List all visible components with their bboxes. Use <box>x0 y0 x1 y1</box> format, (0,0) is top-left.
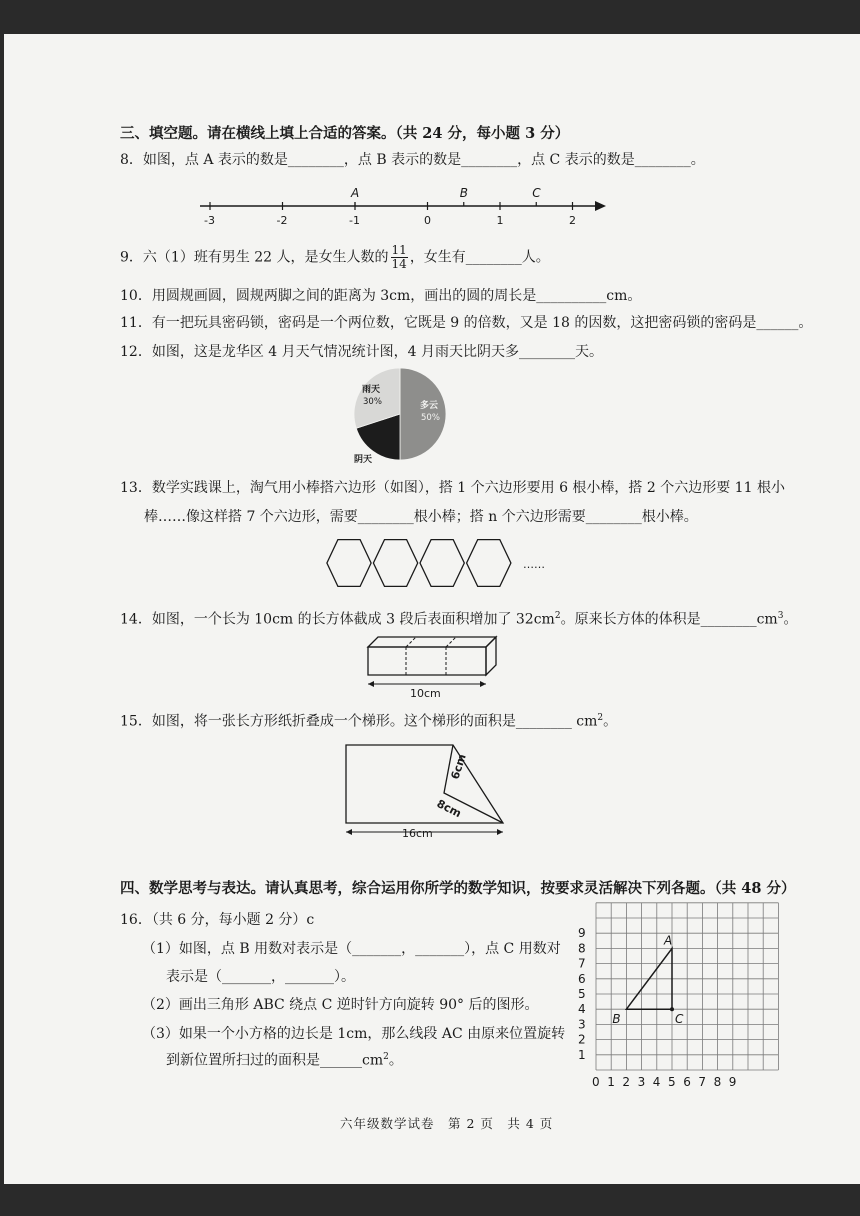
section-4-header: 四、数学思考与表达。请认真思考，综合运用你所学的数学知识，按要求灵活解决下列各题。（共 48 分） <box>120 880 796 897</box>
q16-p3-text-b: 。 <box>388 1052 403 1069</box>
fold-label-16cm: 16cm <box>402 827 433 840</box>
grid-y-label: 5 <box>578 987 586 1001</box>
grid-y-label: 1 <box>578 1047 586 1062</box>
grid-x-label: 3 <box>637 1075 646 1089</box>
number-line-tick-label: 0 <box>424 214 431 227</box>
hexagon-ellipsis: …… <box>523 558 545 571</box>
question-11-text: 11．有一把玩具密码锁，密码是一个两位数，它既是 9 的倍数，又是 18 的因数，这把密码锁的密码是______。 <box>120 315 813 331</box>
fraction-numerator: 11 <box>391 243 407 257</box>
question-13-line-1: 13．数学实践课上，淘气用小棒搭六边形（如图），搭 1 个六边形要用 6 根小棒，搭 2 个六边形要 11 根小 <box>120 480 785 496</box>
grid-x-label: 5 <box>668 1075 676 1089</box>
grid-y-label: 7 <box>578 956 586 971</box>
weather-pie-chart <box>340 362 460 472</box>
question-16-part-3-line-2 <box>166 1053 403 1068</box>
hexagon <box>467 540 511 587</box>
fraction-11-14 <box>391 244 408 271</box>
fold-label-6cm: 6cm <box>448 752 469 781</box>
number-line-tick-label: -1 <box>349 214 360 227</box>
question-13-line-2: 棒……像这样搭 7 个六边形，需要________根小棒；搭 n 个六边形需要________根小棒。 <box>144 509 698 525</box>
number-line-point-label: B <box>459 186 468 200</box>
number-line-tick-label: -3 <box>204 214 215 227</box>
number-line-tick-label: -2 <box>276 214 288 227</box>
cuboid-figure <box>360 633 500 701</box>
question-9-text <box>120 244 550 271</box>
number-line-point-label: C <box>532 186 541 200</box>
grid-x-label: 0 <box>592 1075 600 1089</box>
question-16-title: 16．（共 6 分，每小题 2 分）c <box>120 912 315 928</box>
point-c-dot <box>670 1007 674 1011</box>
section-3-header: 三、填空题。请在横线上填上合适的答案。（共 24 分，每小题 3 分） <box>120 125 570 142</box>
q9-before: 9．六（1）班有男生 22 人，是女生人数的 <box>120 249 389 266</box>
number-line-tick-label: 1 <box>496 214 504 227</box>
question-15-text <box>120 714 617 729</box>
question-10-text: 10．用圆规画圆，圆规两脚之间的距离为 3cm，画出的圆的周长是__________cm。 <box>120 288 642 304</box>
pie-slice-label: 雨天 <box>362 385 381 395</box>
grid-point-label: C <box>675 1012 684 1027</box>
question-16-part-2: （2）画出三角形 ABC 绕点 C 逆时针方向旋转 90° 后的图形。 <box>142 997 539 1013</box>
number-line-tick-label: 2 <box>569 214 576 227</box>
question-16-part-1-line-2: 表示是（_______，_______）。 <box>166 969 355 985</box>
hexagon <box>420 540 464 587</box>
grid-x-label: 9 <box>728 1075 737 1089</box>
number-line-point-label: A <box>351 186 360 200</box>
grid-y-label: 2 <box>578 1032 586 1047</box>
q9-after: ，女生有________人。 <box>409 249 550 266</box>
q14-superscript-a: 2 <box>554 611 561 621</box>
hexagon <box>373 540 417 587</box>
question-16-part-3-line-1: （3）如果一个小方格的边长是 1cm，那么线段 AC 由原来位置旋转 <box>142 1026 566 1042</box>
grid-x-label: 4 <box>652 1075 661 1089</box>
cuboid-length-label: 10cm <box>410 687 441 700</box>
hexagon <box>327 540 371 587</box>
q15-text-b: 。 <box>603 713 618 730</box>
grid-y-label: 4 <box>578 1002 586 1017</box>
q14-superscript-b: 3 <box>777 611 784 621</box>
grid-y-label: 3 <box>578 1017 586 1032</box>
grid-y-label: 9 <box>578 926 586 941</box>
question-12-text: 12．如图，这是龙华区 4 月天气情况统计图，4 月雨天比阴天多________天。 <box>120 344 603 360</box>
grid-x-label: 7 <box>698 1075 707 1089</box>
q16-p3-text-a: 到新位置所扫过的面积是______cm <box>166 1052 384 1069</box>
coordinate-grid-figure <box>568 900 790 1100</box>
question-14-text <box>120 612 797 627</box>
grid-y-label: 8 <box>578 941 586 956</box>
q14-text-c: 。 <box>783 611 798 628</box>
q15-superscript: 2 <box>597 713 604 723</box>
q14-text-b: 。原来长方体的体积是________cm <box>560 611 778 628</box>
grid-x-label: 6 <box>683 1075 691 1089</box>
q15-text-a: 15．如图，将一张长方形纸折叠成一个梯形。这个梯形的面积是________ cm <box>120 713 598 730</box>
pie-slice-value-label: 50% <box>421 413 440 423</box>
grid-x-label: 2 <box>622 1075 631 1089</box>
pie-slice-value-label: 30% <box>363 397 382 407</box>
question-8-text: 8．如图，点 A 表示的数是________，点 B 表示的数是________，点 C 表示的数是________。 <box>120 152 705 168</box>
fraction-denominator: 14 <box>391 257 407 272</box>
pie-slice-label: 多云 <box>420 401 439 411</box>
grid-point-label: B <box>612 1012 621 1027</box>
q16-p3-superscript: 2 <box>383 1052 389 1062</box>
question-16-part-1-line-1: （1）如图，点 B 用数对表示是（_______，_______），点 C 用数对 <box>142 941 561 957</box>
grid-y-label: 6 <box>578 971 586 986</box>
hexagon-chain-figure <box>315 532 555 594</box>
page-footer: 六年级数学试卷 第 2 页 共 4 页 <box>340 1116 554 1131</box>
grid-x-label: 1 <box>607 1075 615 1089</box>
number-line-figure <box>190 180 620 230</box>
pie-slice-label: 阴天 <box>354 455 373 465</box>
grid-point-label: A <box>664 933 673 948</box>
q14-text-a: 14．如图，一个长为 10cm 的长方体截成 3 段后表面积增加了 32cm <box>120 611 555 628</box>
fold-label-8cm: 8cm <box>434 797 464 821</box>
grid-x-label: 8 <box>713 1075 722 1089</box>
folded-paper-figure <box>340 740 512 840</box>
